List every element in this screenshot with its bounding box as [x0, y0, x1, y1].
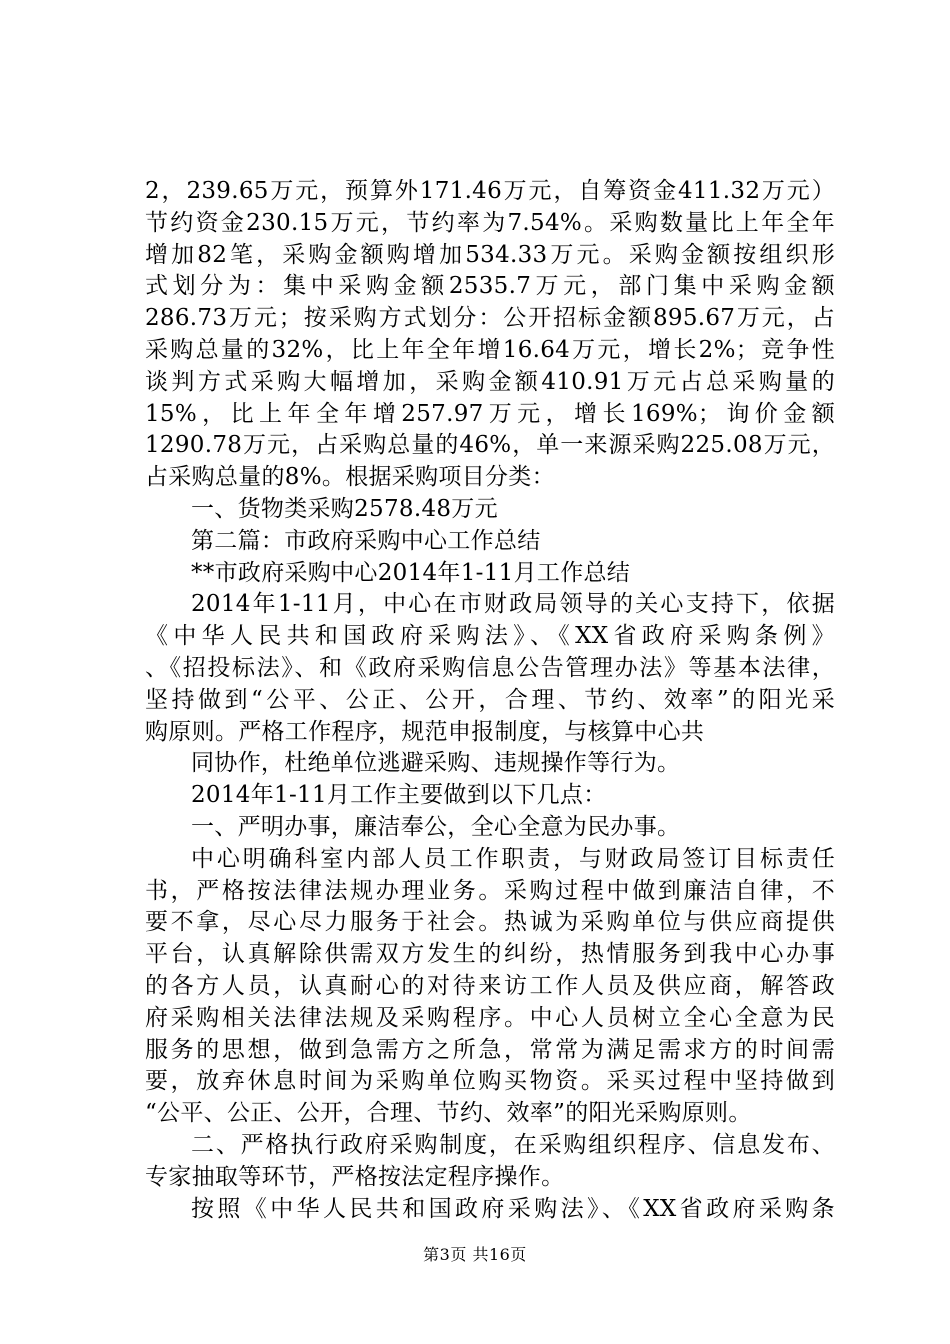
text-line: 一、货物类采购2578.48万元	[191, 495, 498, 522]
text-line: 占采购总量的8%。根据采购项目分类：	[145, 464, 555, 491]
text-line: 专家抽取等环节，严格按法定程序操作。	[145, 1163, 565, 1190]
page-footer	[0, 1242, 950, 1265]
text-line: 《中华人民共和国政府采购法》、《XX省政府采购条例》	[145, 623, 835, 650]
text-line: 府采购相关法律法规及采购程序。中心人员树立全心全意为民	[145, 1004, 835, 1031]
page-number: 第3页 共16页	[423, 1245, 527, 1264]
document-body	[145, 176, 835, 1225]
text-line: 按照《中华人民共和国政府采购法》、《XX省政府采购条	[191, 1195, 835, 1222]
text-line: 书，严格按法律法规办理业务。采购过程中做到廉洁自律，不	[145, 877, 835, 904]
list-heading: 二、严格执行政府采购制度，在采购组织程序、信息发布、	[191, 1131, 835, 1158]
text-line: 1290.78万元，占采购总量的46%，单一来源采购225.08万元，	[145, 432, 835, 459]
text-line: 坚持做到“公平、公正、公开，合理、节约、效率”的阳光采	[145, 686, 835, 713]
text-line: 服务的思想，做到急需方之所急，常常为满足需求方的时间需	[145, 1036, 835, 1063]
text-line: 要，放弃休息时间为采购单位购买物资。采买过程中坚持做到	[145, 1068, 835, 1095]
text-line: 采购总量的32%，比上年全年增16.64万元，增长2%；竞争性	[145, 336, 835, 363]
text-line: 15%，比上年全年增257.97万元，增长169%；询价金额	[145, 400, 835, 427]
text-line: 节约资金230.15万元，节约率为7.54%。采购数量比上年全年	[145, 209, 835, 236]
text-line: 2014年1-11月，中心在市财政局领导的关心支持下，依据	[191, 591, 835, 618]
text-line: 平台，认真解除供需双方发生的纠纷，热情服务到我中心办事	[145, 941, 835, 968]
section-heading: 第二篇：市政府采购中心工作总结	[191, 527, 541, 554]
text-line: 中心明确科室内部人员工作职责，与财政局签订目标责任	[191, 845, 835, 872]
text-line: 同协作，杜绝单位逃避采购、违规操作等行为。	[191, 750, 681, 777]
text-line: 谈判方式采购大幅增加，采购金额410.91万元占总采购量的	[145, 368, 835, 395]
list-heading: 一、严明办事，廉洁奉公，全心全意为民办事。	[191, 813, 681, 840]
text-line: “公平、公正、公开，合理、节约、效率”的阳光采购原则。	[145, 1100, 752, 1127]
text-line: 、《招投标法》、和《政府采购信息公告管理办法》等基本法律，	[145, 654, 835, 681]
text-line: 式划分为：集中采购金额2535.7万元，部门集中采购金额	[145, 273, 835, 300]
text-line: 的各方人员，认真耐心的对待来访工作人员及供应商，解答政	[145, 972, 835, 999]
text-line: 2014年1-11月工作主要做到以下几点：	[191, 782, 607, 809]
text-line: 要不拿，尽心尽力服务于社会。热诚为采购单位与供应商提供	[145, 909, 835, 936]
text-line: 增加82笔，采购金额购增加534.33万元。采购金额按组织形	[145, 241, 835, 268]
text-line: 2，239.65万元，预算外171.46万元，自筹资金411.32万元）	[145, 178, 835, 204]
text-line: 286.73万元；按采购方式划分：公开招标金额895.67万元，占	[145, 305, 835, 332]
text-line: 购原则。严格工作程序，规范申报制度，与核算中心共	[145, 718, 705, 745]
article-title: **市政府采购中心2014年1-11月工作总结	[191, 559, 631, 586]
